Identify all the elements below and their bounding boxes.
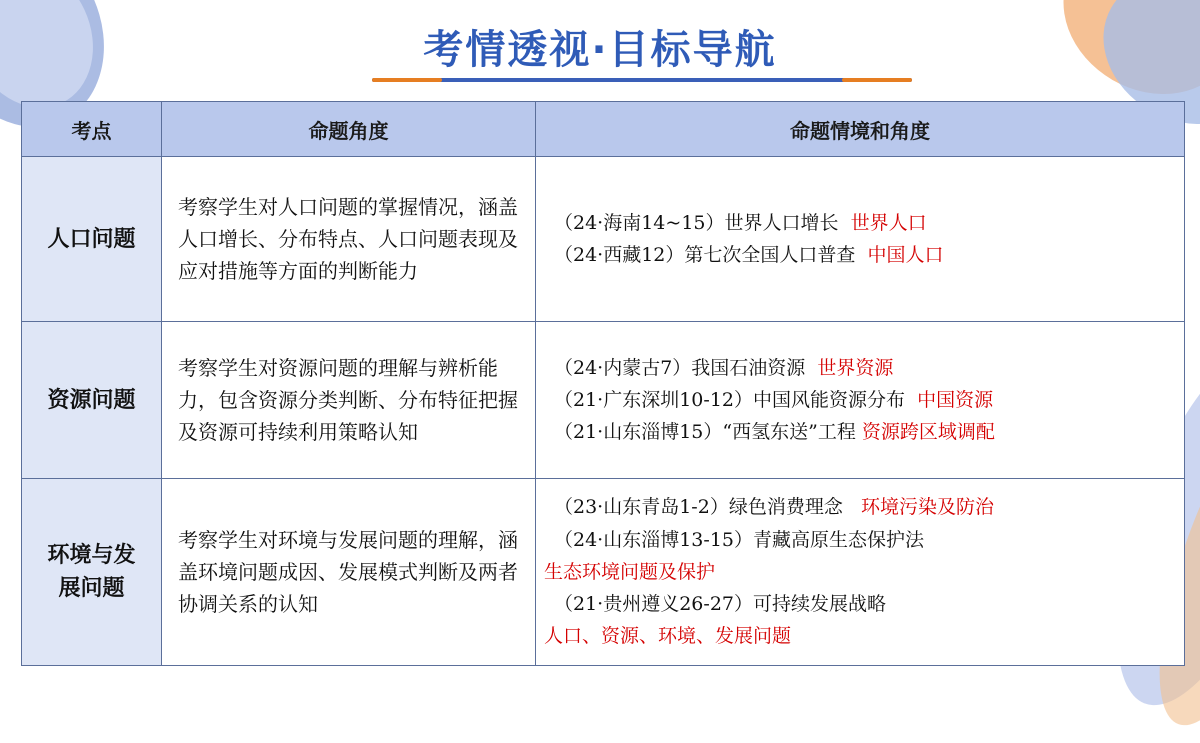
topic-label: 环境与发展问题: [47, 543, 136, 601]
context-tag: 世界人口: [850, 211, 927, 234]
table-header-row: [22, 102, 1185, 157]
title-underline: [372, 78, 912, 82]
context-tag: 生态环境问题及保护: [544, 560, 716, 583]
context-tag: 资源跨区域调配: [861, 421, 995, 444]
context-cell: [536, 157, 1185, 322]
context-tag: 世界资源: [817, 356, 894, 379]
exam-table: [21, 101, 1185, 666]
context-tag: 环境污染及防治: [860, 496, 994, 519]
page-title: 考情透视·目标导航: [423, 27, 777, 73]
context-cell: [536, 322, 1185, 479]
context-line: （24·内蒙古7）我国石油资源 世界资源: [554, 356, 894, 379]
header-context: 命题情境和角度: [536, 102, 1185, 157]
topic-cell: [22, 479, 162, 666]
context-tag: 中国人口: [867, 244, 944, 266]
header-topic: 考点: [22, 102, 162, 157]
header-angle: 命题角度: [162, 102, 536, 157]
context-line: （24·西藏12）第七次全国人口普查 中国人口: [554, 244, 944, 266]
context-line: （23·山东青岛1-2）绿色消费理念 环境污染及防治: [554, 496, 994, 519]
angle-cell: 考察学生对环境与发展问题的理解，涵盖环境问题成因、发展模式判断及两者协调关系的认知: [162, 479, 536, 666]
topic-cell: 资源问题: [22, 322, 162, 479]
table-row: [22, 479, 1185, 666]
context-line: （24·山东淄博13-15）青藏高原生态保护法: [554, 528, 924, 551]
angle-cell: 考察学生对人口问题的掌握情况，涵盖人口增长、分布特点、人口问题表现及应对措施等方面的判断能力: [162, 157, 536, 322]
table-row: [22, 157, 1185, 322]
context-line: （21·贵州遵义26-27）可持续发展战略: [554, 593, 886, 616]
context-line: （24·海南14~15）世界人口增长 世界人口: [554, 211, 927, 234]
table-row: [22, 322, 1185, 479]
angle-cell: 考察学生对资源问题的理解与辨析能力，包含资源分类判断、分布特征把握及资源可持续利用策略认知: [162, 322, 536, 479]
context-line: （21·山东淄博15）“西氢东送”工程 资源跨区域调配: [554, 421, 995, 444]
context-line: （21·广东深圳10-12）中国风能资源分布 中国资源: [554, 388, 994, 411]
context-tag: 中国资源: [917, 388, 994, 411]
context-tag: 人口、资源、环境、发展问题: [544, 625, 792, 648]
context-cell: [536, 479, 1185, 666]
topic-cell: 人口问题: [22, 157, 162, 322]
